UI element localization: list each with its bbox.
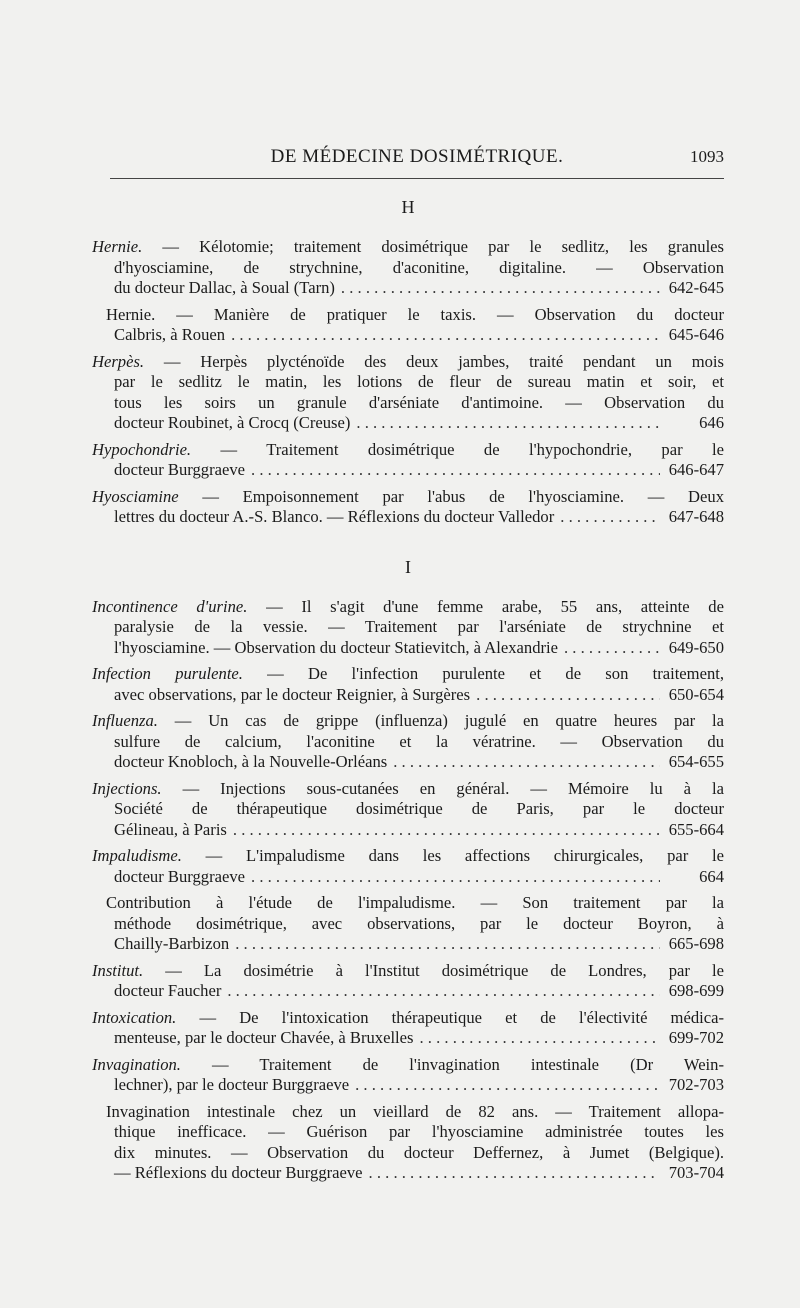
entry-last-line [92,1075,724,1096]
entry-term: Hypochondrie. [92,439,192,459]
page-reference: 649-650 [668,637,724,657]
entry-text: — Un cas de grippe (influenza) jugulé en quatre heures par la [157,711,724,730]
entry-term: Incontinence d'urine. [92,596,248,616]
page-reference: 646 [699,413,724,432]
entry-text: — De l'intoxication thérapeutique et de l'électivité médica- [176,1007,724,1027]
index-entry [92,352,724,434]
entry-term: Contribution [106,893,191,912]
dot-leaders [564,638,660,659]
entry-line [92,846,724,867]
entry-line: par le sedlitz le matin, les lotions de fleur de sureau matin et soir, et [114,372,724,391]
page-number: 1093 [690,147,724,166]
page-reference: 645-646 [668,325,724,344]
entry-line [92,352,724,373]
entry-line: paralysie de la vessie. — Traitement par l'arséniate de strychnine et [114,617,724,636]
page-reference: 699-702 [668,1028,724,1047]
entry-last-line [92,1028,724,1049]
header-rule [110,178,724,179]
entry-text: avec observations, par le docteur Reignier, à Surgères [114,684,471,704]
entry-term: Invagination. [92,1054,181,1074]
entry-last-line [92,752,724,773]
entry-line [92,1008,724,1029]
entry-line: tous les soirs un granule d'arséniate d'antimoine. — Observation du [114,392,724,412]
index-entry [92,779,724,841]
entry-last-line [92,638,724,659]
dot-leaders [393,752,660,773]
entry-last-line [92,460,724,481]
entry-term: Hernie. [92,237,143,256]
page-reference: 650-654 [668,684,724,704]
index-entry [92,1102,724,1184]
page-reference: 698-699 [668,981,724,1000]
index-entry [92,961,724,1002]
entry-text: intestinale chez un vieillard de 82 ans. — Traitement allopa- [189,1101,724,1121]
entry-line [92,597,724,618]
dot-leaders [356,413,660,434]
index-entry [92,237,724,299]
entry-text: docteur Burggraeve [114,866,246,886]
entry-last-line [92,507,724,528]
entry-last-line [92,413,724,434]
entry-line [92,961,724,982]
entry-term: Invagination [106,1101,190,1121]
index-entry [92,711,724,773]
entry-text: — Traitement de l'invagination intestinale (Dr Wein- [180,1054,724,1074]
entry-text: Chailly-Barbizon [114,934,230,953]
index-entry [92,305,724,346]
dot-leaders [251,867,660,888]
entry-text: à l'étude de l'impaludisme. — Son traitement par la [190,893,724,912]
section-letter: H [401,197,415,217]
page-reference: 642-645 [668,278,724,297]
page-reference: 654-655 [668,752,724,771]
entry-last-line [92,867,724,888]
dot-leaders [251,460,660,481]
page-reference: 655-664 [668,819,724,839]
entry-term: Herpès. [92,351,145,371]
page-reference: 647-648 [668,507,724,526]
entry-text: — Manière de pratiquer le taxis. — Observation du docteur [155,304,724,324]
entry-text: — Il s'agit d'une femme arabe, 55 ans, atteinte de [247,596,724,616]
entry-text: — Injections sous-cutanées en général. — Mémoire lu à la [161,778,724,798]
entry-line [92,779,724,800]
entry-text: — La dosimétrie à l'Institut dosimétrique de Londres, par le [143,960,724,980]
index-entry [92,893,724,955]
entry-text: — Réflexions du docteur Burggraeve [114,1163,363,1182]
entry-text: lettres du docteur A.-S. Blanco. — Réflexions du docteur Valledor [114,507,555,526]
entry-last-line [92,685,724,706]
entry-term: Institut. [92,960,144,980]
entry-text: — De l'infection purulente et de son traitement, [242,664,724,683]
dot-leaders [227,981,660,1002]
page-reference: 664 [699,866,724,886]
entry-text: — Empoisonnement par l'abus de l'hyosciamine. — Deux [178,486,724,506]
index-entry [92,1008,724,1049]
entry-term: Infection purulente. [92,664,243,683]
index-entry [92,664,724,705]
entry-text: Gélineau, à Paris [114,819,227,839]
entry-term: Intoxication. [92,1007,177,1027]
entry-line [92,664,724,685]
entry-line: Société de thérapeutique dosimétrique de Paris, par le docteur [114,799,724,818]
entry-line [106,1102,724,1123]
running-title: DE MÉDECINE DOSIMÉTRIQUE. [270,146,564,167]
entry-term: Hernie. [106,304,156,324]
dot-leaders [369,1163,660,1184]
entry-last-line [92,981,724,1002]
entry-last-line [106,1163,724,1184]
entry-line [92,487,724,508]
entry-text: lechner), par le docteur Burggraeve [114,1075,350,1094]
entry-line [106,305,724,326]
index-entry [92,846,724,887]
page-header [110,146,724,174]
entry-line [92,1055,724,1076]
entry-line: méthode dosimétrique, avec observations, par le docteur Boyron, à [114,913,724,933]
entry-text: l'hyosciamine. — Observation du docteur Statievitch, à Alexandrie [114,637,558,657]
dot-leaders [420,1028,661,1049]
page-reference: 665-698 [668,934,724,953]
dot-leaders [560,507,660,528]
entry-line [92,237,724,258]
entry-last-line [92,820,724,841]
entry-text: — Kélotomie; traitement dosimétrique par le sedlitz, les granules [142,237,724,256]
entry-line: sulfure de calcium, l'aconitine et la vératrine. — Observation du [114,731,724,751]
entry-text: — Traitement dosimétrique de l'hypochondrie, par le [191,439,724,459]
entry-line [92,711,724,732]
index-content [92,196,724,1190]
entry-line: thique inefficace. — Guérison par l'hyosciamine administrée toutes les [114,1122,724,1141]
entry-term: Hyosciamine [92,486,179,506]
index-entry [92,597,724,659]
section-letter: I [405,556,411,577]
entry-text: docteur Burggraeve [114,460,246,479]
entry-text: docteur Faucher [114,981,222,1000]
entry-line: dix minutes. — Observation du docteur Deffernez, à Jumet (Belgique). [114,1142,724,1162]
dot-leaders [355,1075,660,1096]
index-entry [92,1055,724,1096]
dot-leaders [231,325,660,346]
dot-leaders [233,820,660,841]
page-reference: 702-703 [668,1075,724,1094]
entry-line [92,440,724,461]
entry-text: docteur Roubinet, à Crocq (Creuse) [114,413,351,432]
dot-leaders [235,934,660,955]
entry-term: Injections. [92,778,162,798]
entry-term: Impaludisme. [92,846,182,865]
entry-term: Influenza. [92,711,158,730]
entry-text: docteur Knobloch, à la Nouvelle-Orléans [114,752,388,771]
entry-text: Calbris, à Rouen [114,325,226,344]
page-reference: 703-704 [668,1163,724,1182]
entry-line [106,893,724,914]
entry-text: — L'impaludisme dans les affections chirurgicales, par le [181,846,724,865]
entry-last-line [106,325,724,346]
dot-leaders [341,278,660,299]
index-entry [92,487,724,528]
entry-text: du docteur Dallac, à Soual (Tarn) [114,278,335,297]
entry-text: menteuse, par le docteur Chavée, à Bruxelles [114,1028,414,1047]
index-entry [92,440,724,481]
dot-leaders [476,685,660,706]
entry-line: d'hyosciamine, de strychnine, d'aconitine, digitaline. — Observation [114,257,724,277]
entry-text: — Herpès plycténoïde des deux jambes, traité pendant un mois [144,351,724,371]
page-reference: 646-647 [668,460,724,479]
entry-last-line [106,934,724,955]
entry-last-line [92,278,724,299]
